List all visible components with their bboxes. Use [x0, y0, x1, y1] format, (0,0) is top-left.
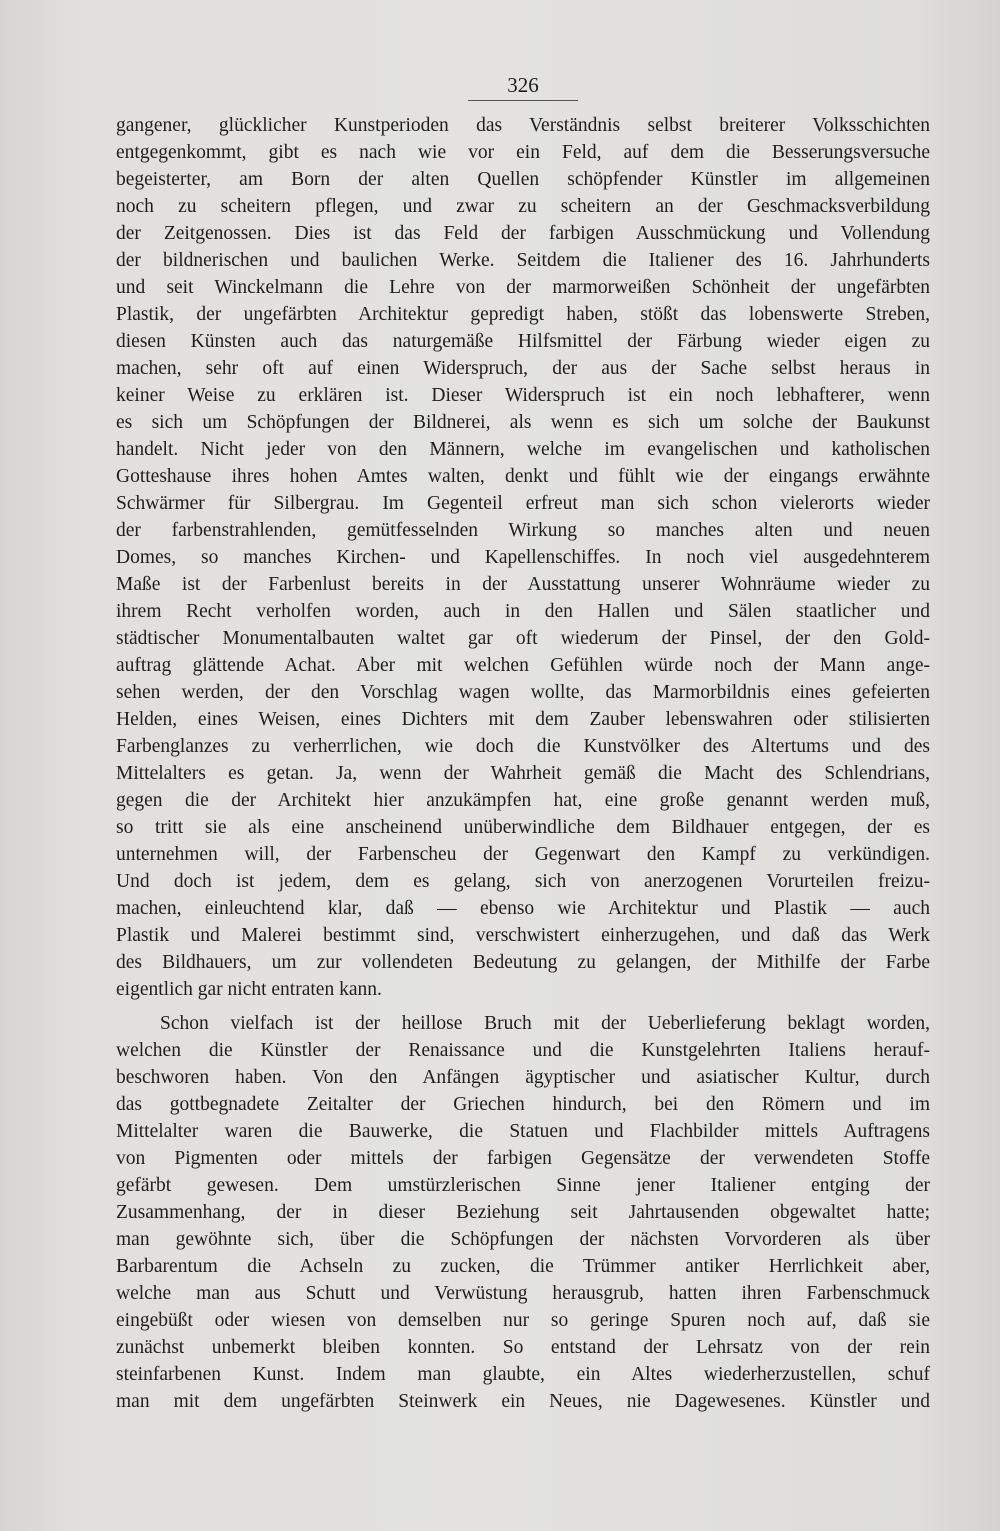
text-line: Schwärmer für Silbergrau. Im Gegenteil erfreut man sich schon vielerorts wieder	[116, 493, 930, 514]
text-line: Plastik, der ungefärbten Architektur gepredigt haben, stößt das lobenswerte Streben,	[116, 304, 930, 325]
text-line: Gotteshause ihres hohen Amtes walten, denkt und fühlt wie der eingangs erwähnte	[116, 466, 930, 487]
text-line: begeisterter, am Born der alten Quellen schöpfender Künstler im allgemeinen	[116, 169, 930, 190]
text-line: gangener, glücklicher Kunstperioden das Verständnis selbst breiterer Volksschichten	[116, 115, 930, 136]
text-line: Und doch ist jedem, dem es gelang, sich von anerzogenen Vorurteilen freizu-	[116, 871, 930, 892]
text-line: noch zu scheitern pflegen, und zwar zu scheitern an der Geschmacksverbildung	[116, 196, 930, 217]
text-line: steinfarbenen Kunst. Indem man glaubte, ein Altes wiederherzustellen, schuf	[116, 1364, 930, 1385]
paragraph	[116, 112, 930, 1003]
text-line: Maße ist der Farbenlust bereits in der Ausstattung unserer Wohnräume wieder zu	[116, 574, 930, 595]
text-line: Domes, so manches Kirchen- und Kapellenschiffes. In noch viel ausgedehnterem	[116, 547, 930, 568]
text-line: welche man aus Schutt und Verwüstung herausgrub, hatten ihren Farbenschmuck	[116, 1283, 930, 1304]
text-line: der farbenstrahlenden, gemütfesselnden Wirkung so manches alten und neuen	[116, 520, 930, 541]
text-line: eingebüßt oder wiesen von demselben nur so geringe Spuren noch auf, daß sie	[116, 1310, 930, 1331]
text-line: der bildnerischen und baulichen Werke. Seitdem die Italiener des 16. Jahrhunderts	[116, 250, 930, 271]
text-line: diesen Künsten auch das naturgemäße Hilfsmittel der Färbung wieder eigen zu	[116, 331, 930, 352]
text-line: keiner Weise zu erklären ist. Dieser Widerspruch ist ein noch lebhafterer, wenn	[116, 385, 930, 406]
text-line: städtischer Monumentalbauten waltet gar oft wiederum der Pinsel, der den Gold-	[116, 628, 930, 649]
text-line: man mit dem ungefärbten Steinwerk ein Neues, nie Dagewesenes. Künstler und	[116, 1391, 930, 1412]
paragraph-spacer	[116, 1003, 930, 1010]
text-line: Helden, eines Weisen, eines Dichters mit dem Zauber lebenswahren oder stilisierten	[116, 709, 930, 730]
text-line: zunächst unbemerkt bleiben konnten. So entstand der Lehrsatz von der rein	[116, 1337, 930, 1358]
text-line: des Bildhauers, um zur vollendeten Bedeutung zu gelangen, der Mithilfe der Farbe	[116, 952, 930, 973]
text-line: Barbarentum die Achseln zu zucken, die Trümmer antiker Herrlichkeit aber,	[116, 1256, 930, 1277]
text-line: machen, einleuchtend klar, daß — ebenso wie Architektur und Plastik — auch	[116, 898, 930, 919]
text-line: Schon vielfach ist der heillose Bruch mit der Ueberlieferung beklagt worden,	[160, 1013, 930, 1034]
text-line: handelt. Nicht jeder von den Männern, welche im evangelischen und katholischen	[116, 439, 930, 460]
text-line: machen, sehr oft auf einen Widerspruch, der aus der Sache selbst heraus in	[116, 358, 930, 379]
text-line: Zusammenhang, der in dieser Beziehung seit Jahrtausenden obgewaltet hatte;	[116, 1202, 930, 1223]
text-line: so tritt sie als eine anscheinend unüberwindliche dem Bildhauer entgegen, der es	[116, 817, 930, 838]
text-line: Mittelalters es getan. Ja, wenn der Wahrheit gemäß die Macht des Schlendrians,	[116, 763, 930, 784]
text-line: welchen die Künstler der Renaissance und die Kunstgelehrten Italiens herauf-	[116, 1040, 930, 1061]
text-line: von Pigmenten oder mittels der farbigen Gegensätze der verwendeten Stoffe	[116, 1148, 930, 1169]
text-line: sehen werden, der den Vorschlag wagen wollte, das Marmorbildnis eines gefeierten	[116, 682, 930, 703]
text-line: gefärbt gewesen. Dem umstürzlerischen Sinne jener Italiener entging der	[116, 1175, 930, 1196]
paragraph	[116, 1010, 930, 1415]
text-line: eigentlich gar nicht entraten kann.	[116, 979, 382, 1000]
text-line: unternehmen will, der Farbenscheu der Gegenwart den Kampf zu verkündigen.	[116, 844, 930, 865]
text-line: Plastik und Malerei bestimmt sind, verschwistert einherzugehen, und daß das Werk	[116, 925, 930, 946]
page-number: 326	[468, 72, 578, 101]
text-line: beschworen haben. Von den Anfängen ägyptischer und asiatischer Kultur, durch	[116, 1067, 930, 1088]
text-line: entgegenkommt, gibt es nach wie vor ein Feld, auf dem die Besserungsversuche	[116, 142, 930, 163]
text-line: Mittelalter waren die Bauwerke, die Statuen und Flachbilder mittels Auftragens	[116, 1121, 930, 1142]
text-line: gegen die der Architekt hier anzukämpfen hat, eine große genannt werden muß,	[116, 790, 930, 811]
text-line: man gewöhnte sich, über die Schöpfungen der nächsten Vorvorderen als über	[116, 1229, 930, 1250]
text-line: der Zeitgenossen. Dies ist das Feld der farbigen Ausschmückung und Vollendung	[116, 223, 930, 244]
text-line: ihrem Recht verholfen worden, auch in den Hallen und Sälen staatlicher und	[116, 601, 930, 622]
text-line: auftrag glättende Achat. Aber mit welchen Gefühlen würde noch der Mann ange-	[116, 655, 930, 676]
body-text	[116, 112, 930, 1415]
text-line: Farbenglanzes zu verherrlichen, wie doch die Kunstvölker des Altertums und des	[116, 736, 930, 757]
text-line: es sich um Schöpfungen der Bildnerei, als wenn es sich um solche der Baukunst	[116, 412, 930, 433]
text-line: und seit Winckelmann die Lehre von der marmorweißen Schönheit der ungefärbten	[116, 277, 930, 298]
text-line: das gottbegnadete Zeitalter der Griechen hindurch, bei den Römern und im	[116, 1094, 930, 1115]
